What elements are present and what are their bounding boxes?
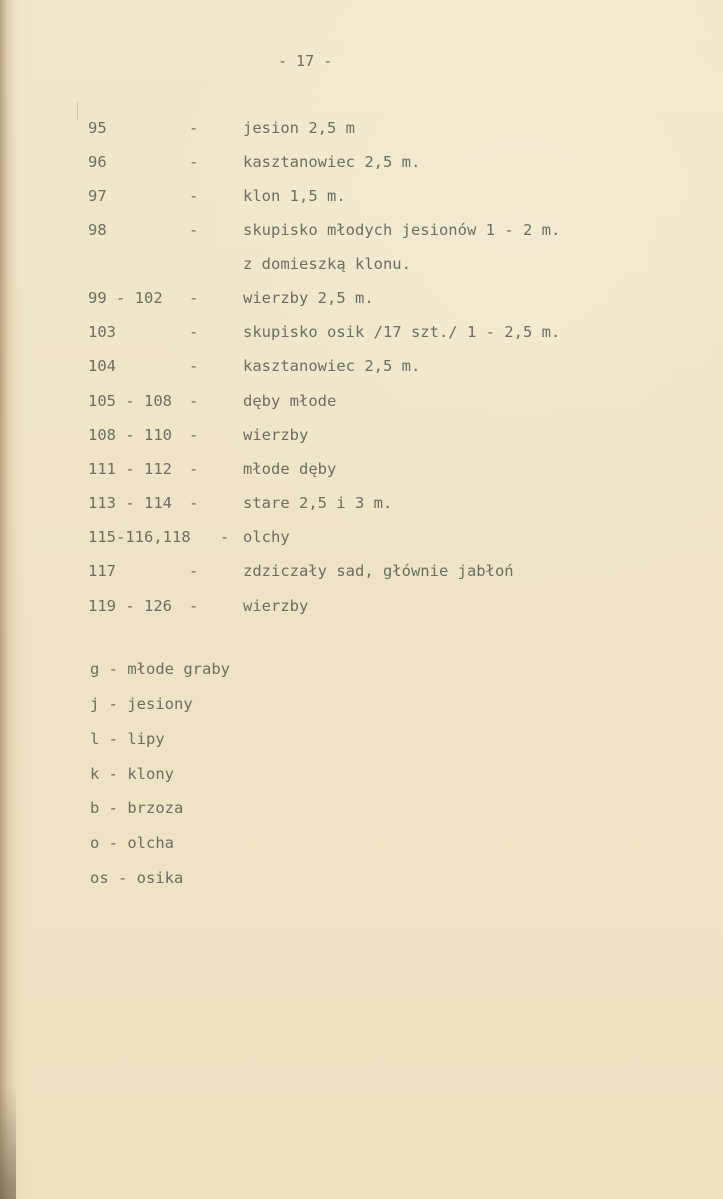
entry-119-126 [88,594,648,618]
entry-dash: - [189,494,199,512]
entry-98-continuation: z domieszką klonu. [243,255,411,273]
entry-number: 96 [88,153,107,171]
entry-111-112 [88,457,648,481]
legend-item-jesiony: j - jesiony [90,695,193,713]
page-binding-shadow [0,1085,16,1199]
page-number: - 17 - [278,52,333,70]
entry-dash: - [189,153,199,171]
entry-description: dęby młode [243,392,337,410]
entry-description: klon 1,5 m. [243,187,346,205]
entry-103 [88,320,648,344]
entry-number: 111 - 112 [88,460,172,478]
entry-description: olchy [243,528,290,546]
entry-dash: - [189,357,199,375]
entry-number: 115-116,118 [88,528,191,546]
entry-dash: - [189,119,199,137]
entry-113-114 [88,491,648,515]
entry-dash: - [189,187,199,205]
entry-description: skupisko młodych jesionów 1 - 2 m. [243,221,561,239]
entry-description: wierzby [243,426,309,444]
entry-number: 98 [88,221,107,239]
entry-108-110 [88,423,648,447]
entry-number: 104 [88,357,116,375]
entry-dash: - [220,528,230,546]
entry-dash: - [189,460,199,478]
entry-number: 95 [88,119,107,137]
entry-description: skupisko osik /17 szt./ 1 - 2,5 m. [243,323,561,341]
entry-dash: - [189,597,199,615]
entry-description: wierzby [243,597,309,615]
entry-dash: - [189,289,199,307]
entry-115-116-118 [88,525,648,549]
entry-description: zdziczały sad, głównie jabłoń [243,562,514,580]
legend-item-graby: g - młode graby [90,660,230,678]
entry-number: 117 [88,562,116,580]
entry-dash: - [189,562,199,580]
entry-number: 108 - 110 [88,426,172,444]
entry-95 [88,116,648,140]
legend-item-lipy: l - lipy [90,730,165,748]
entry-description: jesion 2,5 m [243,119,355,137]
legend-item-brzoza: b - brzoza [90,799,184,817]
legend-item-klony: k - klony [90,765,174,783]
legend-item-olcha: o - olcha [90,834,174,852]
entry-number: 103 [88,323,116,341]
entry-98 [88,218,648,242]
entry-104 [88,354,648,378]
entry-number: 97 [88,187,107,205]
entry-description: stare 2,5 i 3 m. [243,494,393,512]
entry-description: wierzby 2,5 m. [243,289,374,307]
entry-99-102 [88,286,648,310]
entry-description: kasztanowiec 2,5 m. [243,357,421,375]
entry-97 [88,184,648,208]
entry-number: 119 - 126 [88,597,172,615]
entry-96 [88,150,648,174]
legend-item-osika: os - osika [90,869,184,887]
entry-dash: - [189,392,199,410]
entry-description: kasztanowiec 2,5 m. [243,153,421,171]
entry-description: młode dęby [243,460,337,478]
margin-mark [77,102,78,120]
entry-number: 113 - 114 [88,494,172,512]
entry-117 [88,559,648,583]
entry-number: 99 - 102 [88,289,163,307]
page-binding-edge [0,0,16,1199]
entry-dash: - [189,426,199,444]
entry-105-108 [88,389,648,413]
entry-dash: - [189,323,199,341]
entry-dash: - [189,221,199,239]
entry-number: 105 - 108 [88,392,172,410]
